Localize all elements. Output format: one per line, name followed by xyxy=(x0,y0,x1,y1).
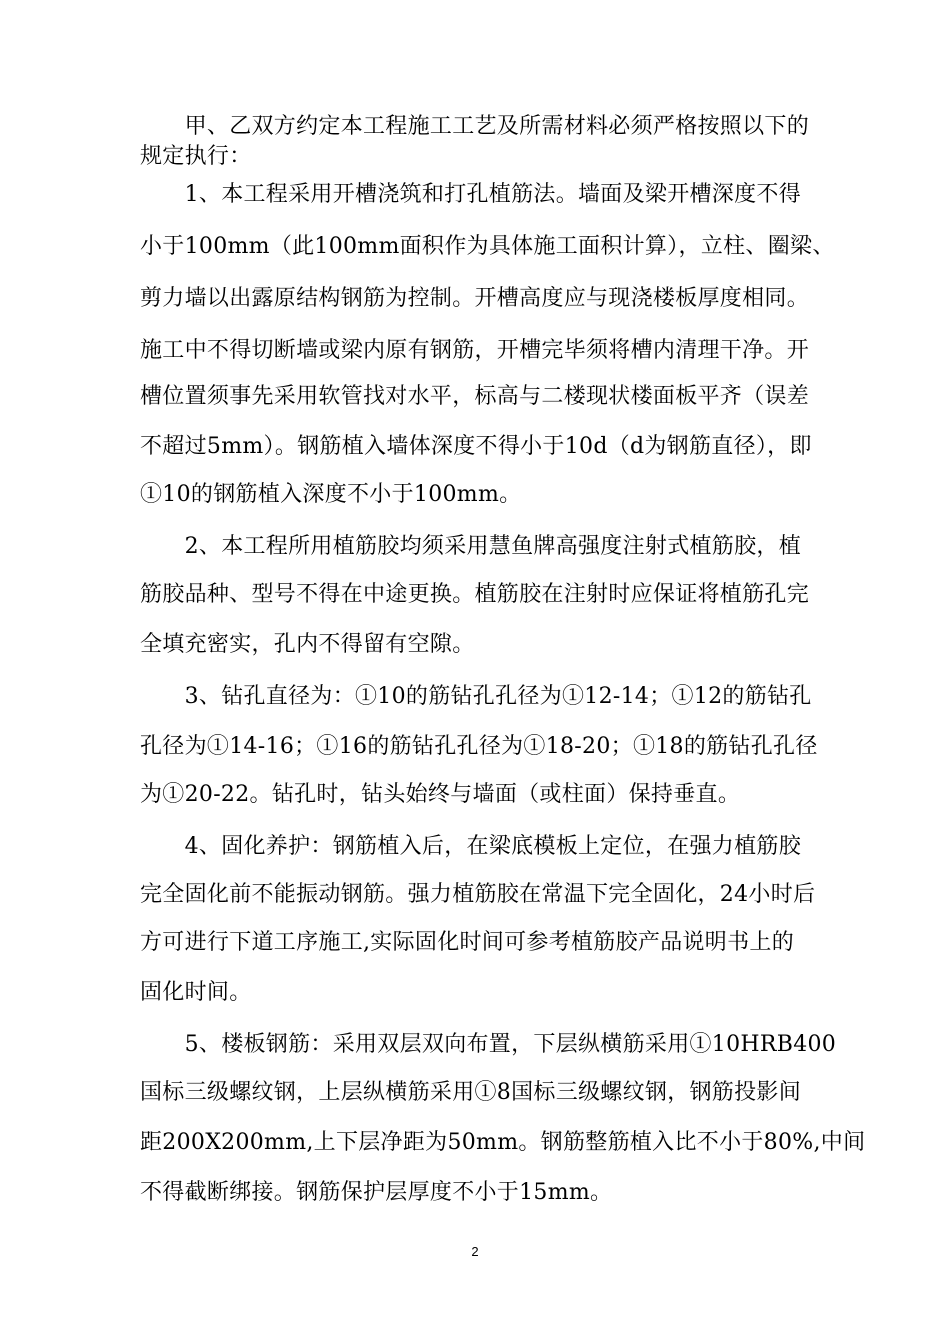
item-4-line: 固化时间。 xyxy=(140,980,252,1005)
item-1-line: ①10的钢筋植入深度不小于100mm。 xyxy=(140,482,522,507)
intro-line: 规定执行： xyxy=(140,144,252,169)
item-1-line: 1、本工程采用开槽浇筑和打孔植筋法。墙面及梁开槽深度不得 xyxy=(140,182,801,207)
intro-line: 甲、乙双方约定本工程施工工艺及所需材料必须严格按照以下的 xyxy=(140,114,810,139)
item-2-line: 全填充密实，孔内不得留有空隙。 xyxy=(140,632,475,657)
item-1-line: 剪力墙以出露原结构钢筋为控制。开槽高度应与现浇楼板厚度相同。 xyxy=(140,286,810,311)
item-4-line: 4、固化养护：钢筋植入后，在梁底模板上定位，在强力植筋胶 xyxy=(140,834,801,859)
item-3-line: 为①20-22。钻孔时，钻头始终与墙面（或柱面）保持垂直。 xyxy=(140,782,741,807)
item-5-line: 不得截断绑接。钢筋保护层厚度不小于15mm。 xyxy=(140,1180,613,1205)
item-1-line: 不超过5mm）。钢筋植入墙体深度不得小于10d（d为钢筋直径），即 xyxy=(140,434,812,459)
item-5-line: 国标三级螺纹钢，上层纵横筋采用①8国标三级螺纹钢，钢筋投影间 xyxy=(140,1080,801,1105)
item-2-line: 筋胶品种、型号不得在中途更换。植筋胶在注射时应保证将植筋孔完 xyxy=(140,582,810,607)
item-4-line: 方可进行下道工序施工,实际固化时间可参考植筋胶产品说明书上的 xyxy=(140,930,794,955)
page-number: 2 xyxy=(471,1244,479,1259)
item-3-line: 孔径为①14-16；①16的筋钻孔孔径为①18-20；①18的筋钻孔孔径 xyxy=(140,734,818,759)
item-1-line: 施工中不得切断墙或梁内原有钢筋，开槽完毕须将槽内清理干净。开 xyxy=(140,338,810,363)
item-4-line: 完全固化前不能振动钢筋。强力植筋胶在常温下完全固化，24小时后 xyxy=(140,882,816,907)
item-5-line: 5、楼板钢筋：采用双层双向布置，下层纵横筋采用①10HRB400 xyxy=(140,1032,837,1057)
item-2-line: 2、本工程所用植筋胶均须采用慧鱼牌高强度注射式植筋胶，植 xyxy=(140,534,801,559)
item-3-line: 3、钻孔直径为：①10的筋钻孔孔径为①12-14；①12的筋钻孔 xyxy=(140,684,812,709)
item-1-line: 小于100mm（此100mm面积作为具体施工面积计算），立柱、圈梁、 xyxy=(140,234,835,259)
item-5-line: 距200X200mm,上下层净距为50mm。钢筋整筋植入比不小于80%,中间 xyxy=(140,1130,866,1155)
item-1-line: 槽位置须事先采用软管找对水平，标高与二楼现状楼面板平齐（误差 xyxy=(140,384,810,409)
